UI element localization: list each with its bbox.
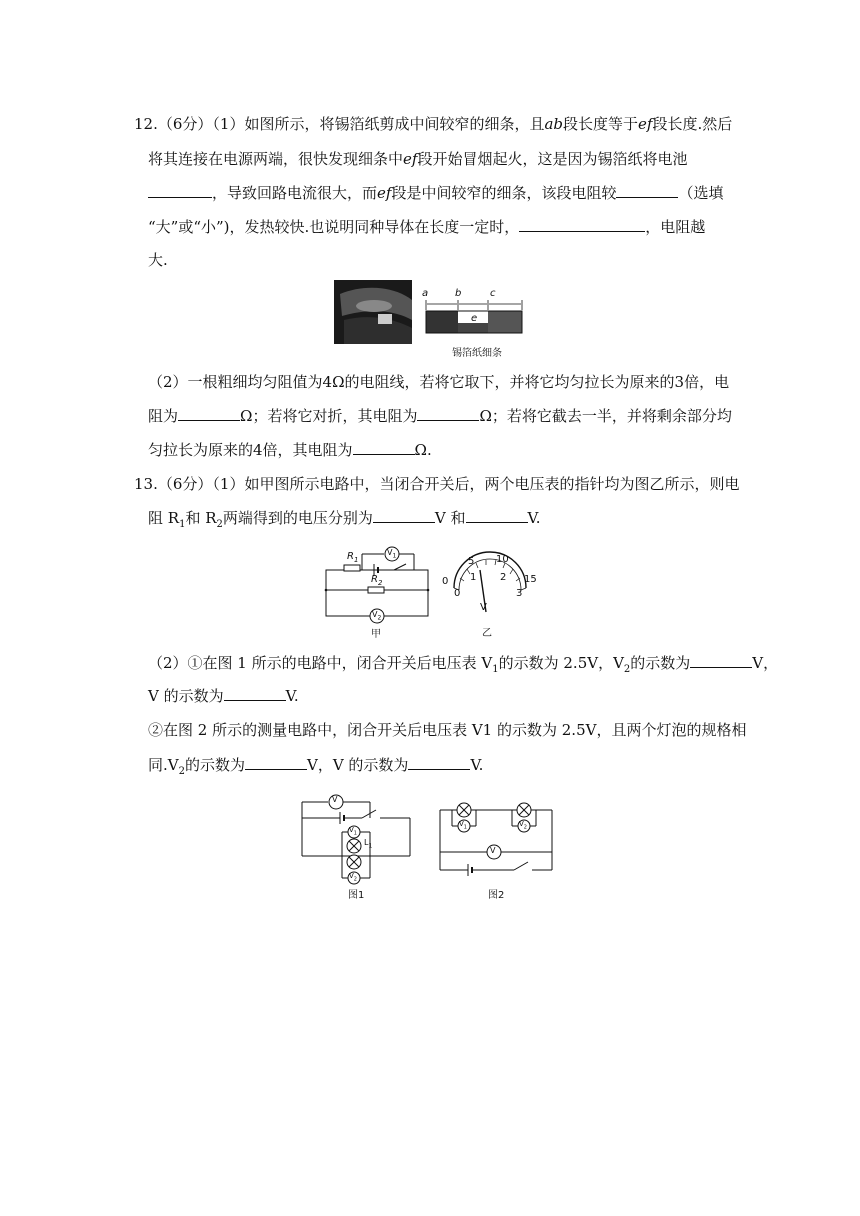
fig1-v1-label: $V_1$ [349, 826, 357, 837]
answer-blank[interactable] [224, 686, 286, 701]
q12-text: Ω. [414, 441, 432, 459]
q12-text: （2）一根粗细均匀阻值为4Ω的电阻线，若将它取下，并将它均匀拉长为原来的3倍，电 [148, 373, 730, 391]
q12-text: 段长度.然后 [652, 115, 733, 133]
q12-line-1 [134, 114, 732, 134]
q12-text: Ω；若将它对折，其电阻为 [240, 407, 418, 425]
q13-line-5 [148, 720, 746, 740]
subscript: 1 [492, 664, 499, 675]
meter-top-10: 10 [496, 554, 509, 565]
v1-meter-label: $V_1$ [387, 548, 397, 560]
q12-line-2 [148, 149, 687, 169]
segment-ef: ef [638, 115, 653, 133]
q13-text: 的示数为 2.5V，V [498, 654, 624, 672]
q13-text: 和 R [185, 509, 217, 527]
q13-line-4 [148, 686, 299, 706]
fig1-caption: 图1 [348, 890, 365, 901]
voltmeter-yi [440, 548, 536, 638]
fig2-v1-label: $V_1$ [459, 820, 467, 831]
q12-text: 段开始冒烟起火，这是因为锡箔纸将电池 [417, 150, 688, 168]
q12-line-4 [148, 217, 705, 237]
q13-text: V，V 的示数为 [307, 756, 409, 774]
q12-text: ，电阻越 [645, 218, 706, 236]
answer-blank[interactable] [417, 406, 479, 421]
answer-blank[interactable] [245, 755, 307, 770]
segment-ef: ef [377, 184, 392, 202]
fig-caption: 锡箔纸细条 [452, 348, 502, 359]
answer-blank[interactable] [690, 653, 752, 668]
meter-top-15: 15 [524, 574, 537, 585]
q13-text: 的示数为 [630, 654, 691, 672]
q13-text: V. [470, 756, 484, 774]
q13-text: V 的示数为 [148, 687, 224, 705]
answer-blank[interactable] [408, 755, 470, 770]
q13-line-1 [134, 474, 739, 494]
segment-ab: ab [544, 115, 563, 133]
q13-text: 13.（6分）（1）如甲图所示电路中，当闭合开关后，两个电压表的指针均为图乙所示，则电 [134, 475, 740, 493]
label-b: b [455, 288, 462, 299]
subscript: 2 [216, 519, 223, 530]
figure-2-circuit [434, 798, 558, 902]
q13-text: 的示数为 [184, 756, 245, 774]
meter-bottom-1: 1 [470, 572, 477, 583]
answer-blank[interactable] [373, 508, 435, 523]
subscript: 1 [179, 519, 186, 530]
meter-bottom-0: 0 [454, 588, 461, 599]
q13-text: V， [752, 654, 779, 672]
q13-line-2 [148, 508, 540, 528]
r1-label: $R_1$ [347, 551, 359, 564]
fig2-v2-label: $V_2$ [519, 820, 527, 831]
answer-blank[interactable] [148, 183, 212, 198]
q12-text: 将其连接在电源两端，很快发现细条中 [148, 150, 404, 168]
q13-line-3 [148, 653, 778, 673]
answer-blank[interactable] [616, 183, 678, 198]
q13-text: V. [285, 687, 299, 705]
q13-text: 阻 R [148, 509, 180, 527]
q13-text: 同.V [148, 756, 179, 774]
label-c: c [490, 288, 496, 299]
meter-top-5: 5 [468, 556, 475, 567]
meter-bottom-2: 2 [500, 572, 507, 583]
circuit-jia [322, 546, 434, 638]
figure-1-circuit [296, 792, 418, 900]
fig1-v2-label: $V_2$ [349, 872, 357, 883]
meter-bottom-3: 3 [516, 588, 523, 599]
q12-line-3 [148, 183, 723, 203]
fig-jia-caption: 甲 [371, 629, 381, 640]
q12-line-5 [148, 250, 168, 270]
q13-text: V. [527, 509, 541, 527]
fig1-l1-label: $L_1$ [364, 838, 373, 850]
answer-blank[interactable] [353, 440, 415, 455]
figure-1-diagram [296, 792, 418, 900]
v2-meter-label: $V_2$ [372, 610, 382, 622]
q12-text: 12.（6分）（1）如图所示，将锡箔纸剪成中间较窄的细条，且 [134, 115, 545, 133]
q12-text: 大. [148, 251, 168, 269]
q12-text: （选填 [678, 184, 724, 202]
label-a: a [422, 288, 429, 299]
q12-text: ，导致回路电流很大，而 [212, 184, 378, 202]
q12-line-6 [148, 372, 729, 392]
tin-foil-illustration [334, 280, 534, 360]
fig-yi-caption: 乙 [482, 628, 492, 639]
label-e: e [471, 313, 478, 324]
tin-foil-figure [334, 280, 534, 360]
answer-blank[interactable] [466, 508, 528, 523]
fig1-v-label: V [332, 795, 338, 804]
q12-text: 段长度等于 [563, 115, 639, 133]
subscript: 2 [623, 664, 631, 675]
meter-top-0: 0 [442, 576, 449, 587]
fig2-caption: 图2 [488, 890, 505, 901]
meter-v-label: V [480, 602, 487, 613]
q12-text: 段是中间较窄的细条，该段电阻较 [391, 184, 617, 202]
q13-text: V 和 [434, 509, 466, 527]
answer-blank[interactable] [519, 217, 645, 232]
q12-line-7 [148, 406, 732, 426]
subscript: 2 [178, 766, 185, 777]
q12-text: 阻为 [148, 407, 179, 425]
segment-ef: ef [403, 150, 418, 168]
q12-text: “大”或“小”)，发热较快.也说明同种导体在长度一定时， [148, 218, 520, 236]
q12-text: 匀拉长为原来的4倍，其电阻为 [148, 441, 353, 459]
q13-text: （2）①在图 1 所示的电路中，闭合开关后电压表 V [148, 654, 493, 672]
answer-blank[interactable] [178, 406, 240, 421]
q13-text: ②在图 2 所示的测量电路中，闭合开关后电压表 V1 的示数为 2.5V，且两个灯泡的规格相 [148, 721, 747, 739]
q12-text: Ω；若将它截去一半，并将剩余部分均 [479, 407, 732, 425]
fig2-v-label: V [490, 846, 496, 855]
q13-text: 两端得到的电压分别为 [222, 509, 373, 527]
r2-label: $R_2$ [371, 574, 383, 587]
q13-line-6 [148, 755, 483, 775]
q12-line-8 [148, 440, 432, 460]
